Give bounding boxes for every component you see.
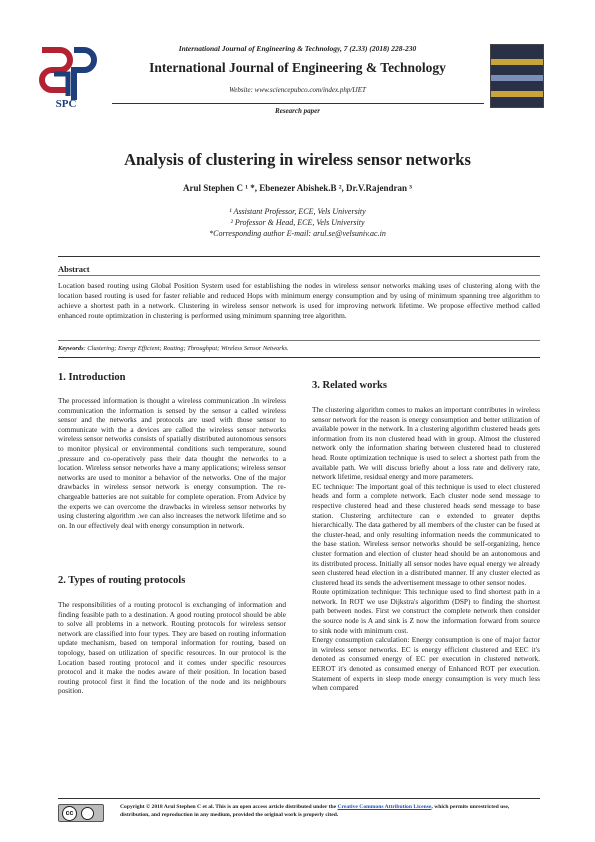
by-icon <box>81 807 94 820</box>
journal-name: International Journal of Engineering & Technology <box>149 60 446 75</box>
journal-website[interactable]: Website: www.sciencepubco.com/index.php/IJET <box>229 86 366 94</box>
license-link[interactable]: Creative Commons Attribution License <box>337 804 432 810</box>
corresponding-author: *Corresponding author E-mail: arul.se@velsuniv.ac.in <box>209 229 386 238</box>
keywords-rule <box>58 340 540 341</box>
keywords-text: : Clustering; Energy Efficient; Routing; Throughput; Wireless Sensor Networks. <box>83 345 289 352</box>
related-works-body <box>312 405 540 693</box>
related-paragraph-energy: Energy consumption calculation: Energy consumption is one of major factor in wireless sensor networks. EC is energy efficient clustered and EEC it's denoted as consumed energy of EC per execution in clustered network. EEROT it's denoted as consumed energy of Enhanced ROT per execution. Statement of experts in sleep mode energy consumption is very much less when compared <box>312 635 540 693</box>
abstract-heading: Abstract <box>58 264 90 274</box>
copyright-suffix: , which permits unrestricted use, distribution, and reproduction in any medium, provided the original work is properly cited. <box>120 804 510 818</box>
journal-citation: International Journal of Engineering & Technology, 7 (2.33) (2018) 228-230 <box>178 44 417 53</box>
affiliation-2: ² Professor & Head, ECE, Vels University <box>230 218 365 227</box>
section-heading-introduction: 1. Introduction <box>58 372 126 383</box>
abstract-text: Location based routing using Global Position System used for establishing the nodes in wireless sensor networks making uses of clustering along with the location based routing is used for faster reliable and reduced Hops with minimum energy consumption and by using of minimum spanning tree algorithm to achieve a shortest path in a network. Clustering in wireless sensor network is used for improving network lifetime. We propose effective method called enhanced route optimization in clustering is performed using minimum spanning tree algorithm. <box>58 281 540 321</box>
related-paragraph-ec: EC technique: The important goal of this technique is used to elect clustered heads and form a complete network. Each cluster node send message to respective clustered head and these clustered heads send message to base station. Clustering architecture can e extended to greater depths hierarchically. The data gathered by all members of the cluster can be fused at the cluster-head, and only resulting information needs the communicated to the base station. Wireless sensor networks should be self-organizing, hence cluster formation and election of cluster head should be an autonomous and its distributed process. Initially all sensor nodes have equal energy we already seen clustered head election in a distributed manner. If any cluster elected as clustered head its sends the advertisement message to other sensor nodes. <box>312 481 540 587</box>
section-heading-routing: 2. Types of routing protocols <box>58 575 186 586</box>
abstract-heading-rule <box>58 275 540 276</box>
keywords-label: Keywords <box>58 345 84 352</box>
affiliation-1: ¹ Assistant Professor, ECE, Vels University <box>229 207 366 216</box>
abstract-top-rule <box>58 256 540 257</box>
authors: Arul Stephen C ¹ *, Ebenezer Abishek.B ², Dr.V.Rajendran ³ <box>183 183 412 193</box>
abstract-bottom-rule <box>58 357 540 358</box>
cc-icon: cc <box>62 806 77 821</box>
paper-title: Analysis of clustering in wireless sensor networks <box>124 150 471 169</box>
journal-cover-image <box>490 44 544 108</box>
introduction-text: The processed information is thought a wireless communication .In wireless communication the information is sensed by the sensor a called wireless sensor and the networks and protocols are used with those sensor to communicate with the a devices are called the wireless sensor networks wireless sensor networks consists of spatially distributed autonomous sensors to monitor physical or environmental conditions such temperature, sound ,pressure and co-operatively pass their data thought the networks to a location. Wireless sensor networks have a many applications; wireless sensor networks are used to monitor a behavior of the networks. One of the major drawbacks in wireless sensor network is energy consumption. The re-chargeable batteries are not suitable for complete operation. From Advice by the experts we can overcome the drawbacks in wireless sensor networks by using clustering algorithm .we can also increases the network lifetime and so on. In our effectively deal with energy consumption in network. <box>58 396 286 530</box>
logo-text: SPC <box>55 98 77 110</box>
copyright-notice <box>120 803 540 819</box>
related-paragraph-rot: Route optimization technique: This technique used to find shortest path in a network. In ROT we use Dijkstra's algorithm (DSP) to finding the shortest path between nodes. First we construct the complete network then consider the source node is A and sink is Z now the information forward from source to sink node with minimum cost. <box>312 587 540 635</box>
publisher-logo <box>34 44 98 114</box>
copyright-prefix: Copyright © 2018 Arul Stephen C et al. This is an open access article distributed under the <box>120 804 338 810</box>
related-paragraph-1: The clustering algorithm comes to makes an important contributes in wireless sensor network for the reason is energy consumption and better utilization of available power in the network. In a clustering algorithm clustered heads gets information from its non clustered head with in group. Almost the clustered network only the information sharing between clustered head to clustered head. Route optimization technique is used to select a shortest path from the available path. We will discuss briefly about a loss rate and delivery rate, network lifetime, residual energy and more parameters. <box>312 405 540 482</box>
header-rule <box>112 103 484 104</box>
cc-license-badge[interactable] <box>58 804 104 822</box>
footer-rule <box>58 798 540 799</box>
keywords <box>58 345 540 352</box>
article-type: Research paper <box>275 107 320 115</box>
section-heading-related-works: 3. Related works <box>312 380 387 391</box>
routing-text: The responsibilities of a routing protocol is exchanging of information and finding feasible path to a destination. A good routing protocol should be able to solve all problems in a network. Routing protocols for wireless sensor network are classified into four types. They are based on routing information update mechanism, based on temporal information for routing, based on topology, based on utilization of specific resources. In our protocol is the Location based routing protocol and it comes under specific resources protocol and it make the nodes aware of their position. In location based routing protocol first it find the location of the node and its neighbours position. <box>58 600 286 696</box>
